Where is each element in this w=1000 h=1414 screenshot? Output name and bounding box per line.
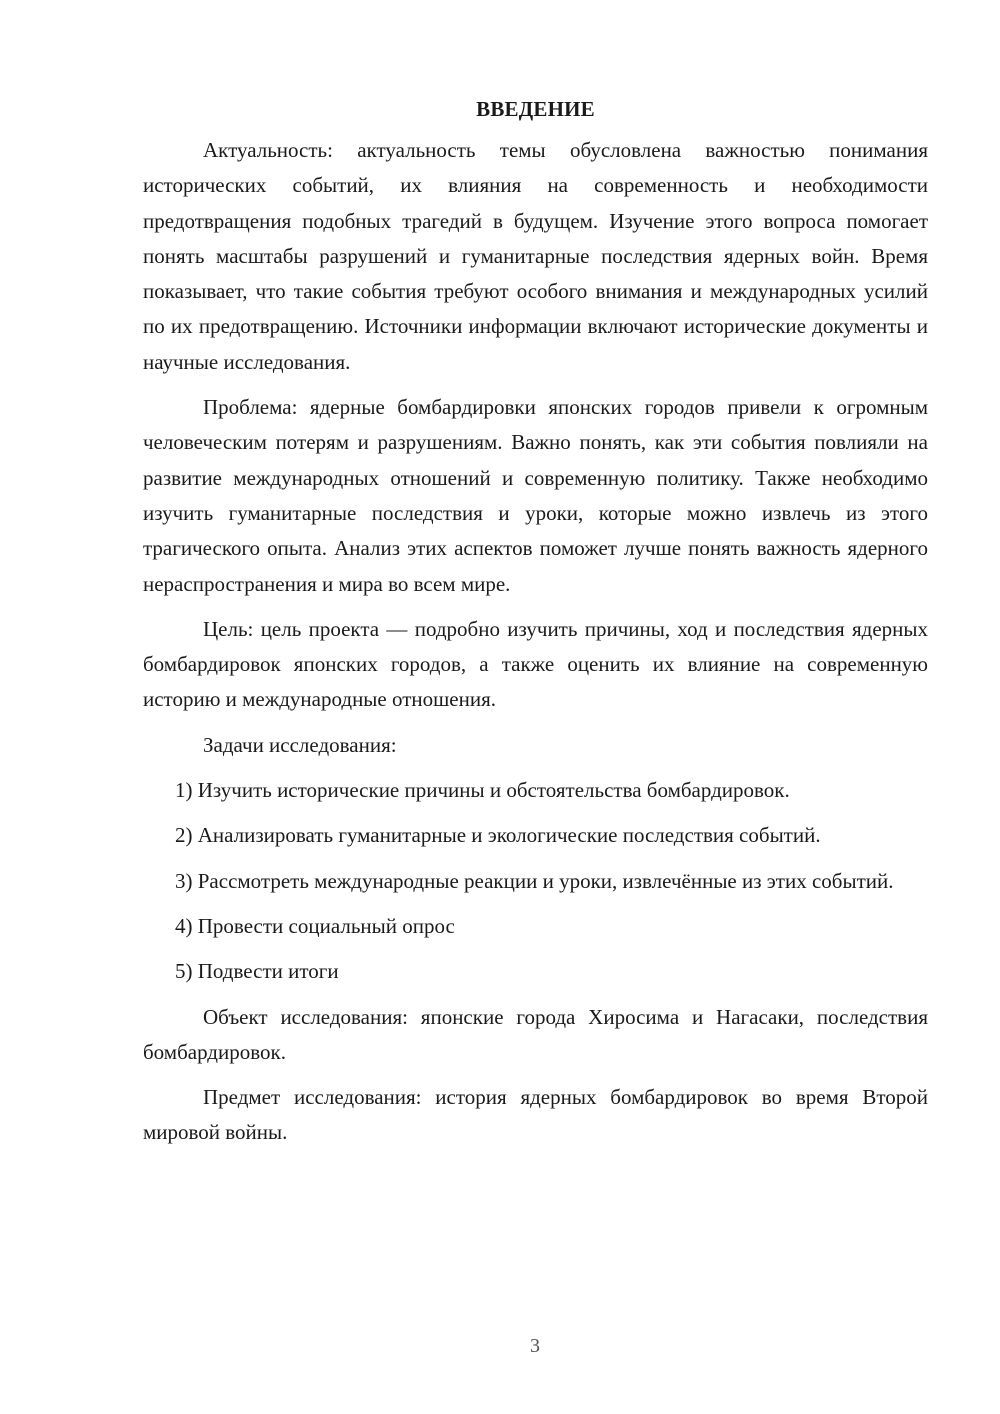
paragraph-subject: Предмет исследования: история ядерных бомбардировок во время Второй мировой войны. (143, 1085, 928, 1145)
page-number: 3 (530, 1335, 540, 1357)
paragraph-relevance: Актуальность: актуальность темы обусловлена важностью понимания исторических событий, их влияния на современность и необходимости предотвращения подобных трагедий в будущем. Изучение этого вопроса помогает понять масштабы разрушений и гуманитарные последствия ядерных войн. Время показывает, что такие события требуют особого внимания и международных усилий по их предотвращению. Источники информации включают исторические документы и научные исследования. (143, 138, 928, 374)
task-item-5: 5) Подвести итоги (175, 959, 339, 984)
paragraph-problem: Проблема: ядерные бомбардировки японских городов привели к огромным человеческим потерям и разрушениям. Важно понять, как эти события повлияли на развитие международных отношений и современную политику. Также необходимо изучить гуманитарные последствия и уроки, которые можно извлечь из этого трагического опыта. Анализ этих аспектов поможет лучше понять важность ядерного нераспространения и мира во всем мире. (143, 395, 928, 596)
task-item-2: 2) Анализировать гуманитарные и экологические последствия событий. (175, 823, 821, 848)
task-item-1: 1) Изучить исторические причины и обстоятельства бомбардировок. (175, 778, 790, 803)
paragraph-object: Объект исследования: японские города Хиросима и Нагасаки, последствия бомбардировок. (143, 1004, 928, 1064)
page-title: ВВЕДЕНИЕ (476, 97, 595, 121)
paragraph-goal: Цель: цель проекта — подробно изучить причины, ход и последствия ядерных бомбардировок японских городов, а также оценить их влияние на современную историю и международные отношения. (143, 616, 928, 712)
task-item-3: 3) Рассмотреть международные реакции и уроки, извлечённые из этих событий. (175, 868, 894, 893)
document-page (143, 92, 928, 1151)
task-item-4: 4) Провести социальный опрос (175, 913, 455, 938)
tasks-heading: Задачи исследования: (203, 732, 397, 757)
